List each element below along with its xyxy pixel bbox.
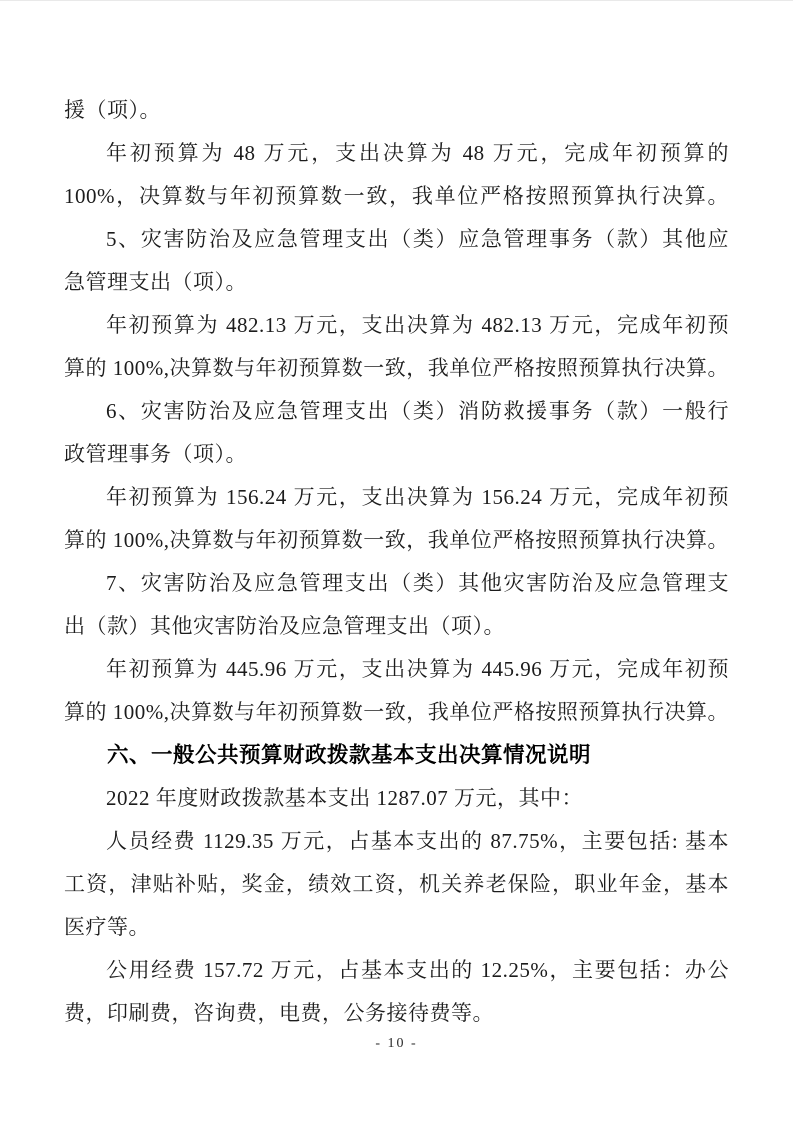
body-line: 7、灾害防治及应急管理支出（类）其他灾害防治及应急管理支 xyxy=(106,571,729,595)
body-line: 100%，决算数与年初预算数一致，我单位严格按照预算执行决算。 xyxy=(64,184,729,208)
para-budget-482 xyxy=(64,304,729,390)
section-heading-text: 六、一般公共预算财政拨款基本支出决算情况说明 xyxy=(107,743,592,768)
para-budget-48 xyxy=(64,132,729,218)
body-line: 6、灾害防治及应急管理支出（类）消防救援事务（款）一般行 xyxy=(106,399,729,423)
body-line: 政管理事务（项）。 xyxy=(64,442,247,466)
body-line: 算的 100%,决算数与年初预算数一致，我单位严格按照预算执行决算。 xyxy=(64,700,729,724)
document-body xyxy=(64,89,729,1035)
para-item-6 xyxy=(64,390,729,476)
body-line: 急管理支出（项）。 xyxy=(64,270,247,294)
para-continuation xyxy=(64,89,729,132)
body-line: 年初预算为 482.13 万元，支出决算为 482.13 万元，完成年初预 xyxy=(106,313,729,337)
body-line: 年初预算为 48 万元，支出决算为 48 万元，完成年初预算的 xyxy=(106,141,729,165)
body-line: 年初预算为 445.96 万元，支出决算为 445.96 万元，完成年初预 xyxy=(106,657,729,681)
body-line: 年初预算为 156.24 万元，支出决算为 156.24 万元，完成年初预 xyxy=(106,485,729,509)
body-line: 医疗等。 xyxy=(64,915,150,939)
body-line: 2022 年度财政拨款基本支出 1287.07 万元，其中： xyxy=(106,786,583,810)
para-basic-expenditure-total xyxy=(64,777,729,820)
para-public-funds xyxy=(64,949,729,1035)
body-line: 费，印刷费，咨询费，电费，公务接待费等。 xyxy=(64,1001,494,1025)
body-line: 工资，津贴补贴，奖金，绩效工资，机关养老保险，职业年金，基本 xyxy=(64,872,729,896)
body-line: 出（款）其他灾害防治及应急管理支出（项）。 xyxy=(64,614,505,638)
para-item-7 xyxy=(64,562,729,648)
para-personnel-funds xyxy=(64,820,729,949)
section-heading xyxy=(64,734,729,777)
body-line: 算的 100%,决算数与年初预算数一致，我单位严格按照预算执行决算。 xyxy=(64,528,729,552)
para-item-5 xyxy=(64,218,729,304)
body-line: 5、灾害防治及应急管理支出（类）应急管理事务（款）其他应 xyxy=(106,227,729,251)
body-line: 算的 100%,决算数与年初预算数一致，我单位严格按照预算执行决算。 xyxy=(64,356,729,380)
para-budget-156 xyxy=(64,476,729,562)
body-line: 援（项）。 xyxy=(64,98,161,122)
body-line: 人员经费 1129.35 万元，占基本支出的 87.75%，主要包括: 基本 xyxy=(106,829,729,853)
body-line: 公用经费 157.72 万元，占基本支出的 12.25%，主要包括：办公 xyxy=(106,958,729,982)
page-number: - 10 - xyxy=(375,1036,418,1051)
para-budget-445 xyxy=(64,648,729,734)
